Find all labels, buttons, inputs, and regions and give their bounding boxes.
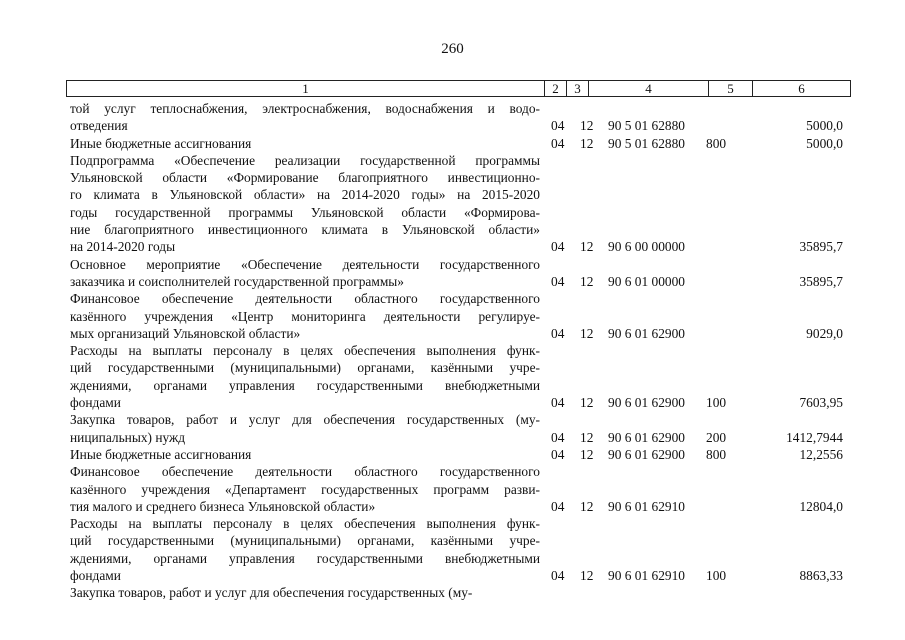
subsection-cell: 12 xyxy=(580,273,594,289)
row-description-line: Финансовое обеспечение деятельности областного государственного xyxy=(70,464,540,480)
subsection-cell: 12 xyxy=(580,568,594,584)
row-values xyxy=(0,273,905,290)
row-values xyxy=(0,238,905,255)
row-values xyxy=(0,429,905,446)
subsection-cell: 12 xyxy=(580,446,594,462)
subsection-cell: 12 xyxy=(580,239,594,255)
table-row xyxy=(0,135,905,152)
amount-cell: 35895,7 xyxy=(799,273,843,289)
subsection-cell: 12 xyxy=(580,395,594,411)
section-cell: 04 xyxy=(551,325,565,341)
row-description-line: тия малого и среднего бизнеса Ульяновской области» xyxy=(70,498,376,514)
amount-cell: 7603,95 xyxy=(799,395,843,411)
row-description-line: ций государственными (муниципальными) органами, казёнными учре- xyxy=(70,360,540,376)
row-description-line: ниципальных) нужд xyxy=(70,429,186,445)
row-values xyxy=(0,117,905,134)
column-header-row xyxy=(67,81,851,97)
column-header-3: 3 xyxy=(567,81,589,97)
subsection-cell: 12 xyxy=(580,429,594,445)
expense-type-cell: 200 xyxy=(706,429,727,445)
target-code-cell: 90 6 01 00000 xyxy=(608,273,685,289)
row-values xyxy=(0,446,905,463)
budget-table-body xyxy=(0,100,905,602)
amount-cell: 12804,0 xyxy=(799,498,843,514)
section-cell: 04 xyxy=(551,429,565,445)
table-row xyxy=(0,584,905,601)
table-row xyxy=(0,411,905,446)
row-description-line: отведения xyxy=(70,118,128,134)
amount-cell: 5000,0 xyxy=(806,118,843,134)
table-row xyxy=(0,152,905,256)
section-cell: 04 xyxy=(551,273,565,289)
column-header-5: 5 xyxy=(709,81,753,97)
row-description-line: Иные бюджетные ассигнования xyxy=(70,135,252,151)
table-row xyxy=(0,256,905,291)
row-description-line: Иные бюджетные ассигнования xyxy=(70,446,252,462)
section-cell: 04 xyxy=(551,118,565,134)
row-description-line: ждениями, органами управления государственными внебюджетными xyxy=(70,377,540,393)
row-description-line: Ульяновской области «Формирование благоприятного инвестиционно- xyxy=(70,170,540,186)
row-description-line: ждениями, органами управления государственными внебюджетными xyxy=(70,550,540,566)
table-row xyxy=(0,446,905,463)
table-row xyxy=(0,342,905,411)
row-description-line: Закупка товаров, работ и услуг для обеспечения государственных (му- xyxy=(70,412,540,428)
row-values xyxy=(0,584,905,601)
row-description-line: ций государственными (муниципальными) органами, казёнными учре- xyxy=(70,533,540,549)
column-header-4: 4 xyxy=(589,81,709,97)
target-code-cell: 90 6 01 62900 xyxy=(608,429,685,445)
amount-cell: 12,2556 xyxy=(799,446,843,462)
expense-type-cell: 800 xyxy=(706,135,727,151)
subsection-cell: 12 xyxy=(580,325,594,341)
row-description-line: Расходы на выплаты персоналу в целях обеспечения выполнения функ- xyxy=(70,343,540,359)
section-cell: 04 xyxy=(551,135,565,151)
row-description-line: го климата в Ульяновской области» на 2014-2020 годы» на 2015-2020 xyxy=(70,187,540,203)
target-code-cell: 90 6 01 62900 xyxy=(608,325,685,341)
target-code-cell: 90 5 01 62880 xyxy=(608,118,685,134)
amount-cell: 35895,7 xyxy=(799,239,843,255)
target-code-cell: 90 6 00 00000 xyxy=(608,239,685,255)
row-description-line: фондами xyxy=(70,395,121,411)
column-header-1: 1 xyxy=(67,81,545,97)
subsection-cell: 12 xyxy=(580,135,594,151)
amount-cell: 9029,0 xyxy=(806,325,843,341)
row-values xyxy=(0,567,905,584)
amount-cell: 1412,7944 xyxy=(786,429,843,445)
row-description-line: Подпрограмма «Обеспечение реализации государственной программы xyxy=(70,152,540,168)
section-cell: 04 xyxy=(551,446,565,462)
row-description-line: Финансовое обеспечение деятельности областного государственного xyxy=(70,291,540,307)
row-description-line: ние благоприятного инвестиционного климата в Ульяновской области» xyxy=(70,222,540,238)
subsection-cell: 12 xyxy=(580,118,594,134)
column-header-6: 6 xyxy=(753,81,851,97)
target-code-cell: 90 6 01 62910 xyxy=(608,498,685,514)
expense-type-cell: 100 xyxy=(706,395,727,411)
target-code-cell: 90 5 01 62880 xyxy=(608,135,685,151)
amount-cell: 8863,33 xyxy=(799,568,843,584)
row-description-line: казённого учреждения «Центр мониторинга деятельности регулируе- xyxy=(70,308,540,324)
amount-cell: 5000,0 xyxy=(806,135,843,151)
target-code-cell: 90 6 01 62900 xyxy=(608,395,685,411)
row-values xyxy=(0,498,905,515)
table-row xyxy=(0,290,905,342)
row-description-line: Закупка товаров, работ и услуг для обеспечения государственных (му- xyxy=(70,585,473,601)
table-row xyxy=(0,463,905,515)
row-values xyxy=(0,394,905,411)
table-row xyxy=(0,515,905,584)
section-cell: 04 xyxy=(551,239,565,255)
section-cell: 04 xyxy=(551,395,565,411)
target-code-cell: 90 6 01 62900 xyxy=(608,446,685,462)
row-description-line: фондами xyxy=(70,568,121,584)
row-description-line: мых организаций Ульяновской области» xyxy=(70,325,301,341)
row-description-line: на 2014-2020 годы xyxy=(70,239,176,255)
row-values xyxy=(0,135,905,152)
column-header-2: 2 xyxy=(545,81,567,97)
section-cell: 04 xyxy=(551,498,565,514)
expense-type-cell: 100 xyxy=(706,568,727,584)
expense-type-cell: 800 xyxy=(706,446,727,462)
column-header-table xyxy=(66,80,851,97)
subsection-cell: 12 xyxy=(580,498,594,514)
section-cell: 04 xyxy=(551,568,565,584)
row-description-line: заказчика и соисполнителей государственной программы» xyxy=(70,273,404,289)
row-description-line: Расходы на выплаты персоналу в целях обеспечения выполнения функ- xyxy=(70,516,540,532)
row-description-line: годы государственной программы Ульяновской области «Формирова- xyxy=(70,204,540,220)
row-description-line: Основное мероприятие «Обеспечение деятельности государственного xyxy=(70,256,540,272)
table-row xyxy=(0,100,905,135)
target-code-cell: 90 6 01 62910 xyxy=(608,568,685,584)
row-description-line: той услуг теплоснабжения, электроснабжения, водоснабжения и водо- xyxy=(70,101,540,116)
row-values xyxy=(0,325,905,342)
row-description-line: казённого учреждения «Департамент государственных программ разви- xyxy=(70,481,540,497)
page-number: 260 xyxy=(441,41,464,57)
